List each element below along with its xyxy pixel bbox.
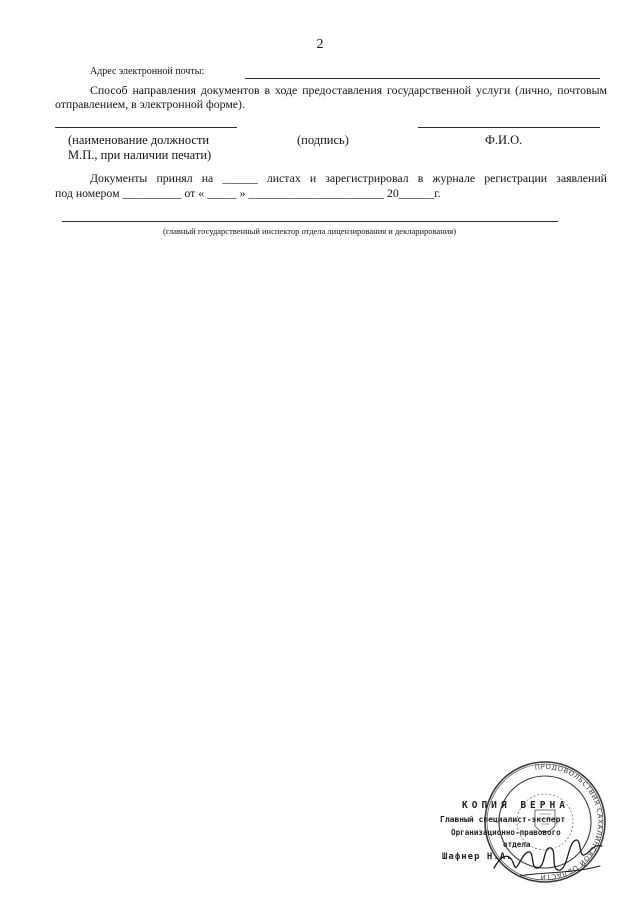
position-signature-line: [55, 127, 237, 128]
registration-paragraph: [55, 171, 607, 201]
email-label: Адрес электронной почты:: [90, 66, 205, 77]
name-signature-line: [418, 127, 600, 128]
copy-stamp-name: Шафнер Н.А.: [442, 852, 513, 862]
delivery-method-line-2: отправлением, в электронной форме).: [55, 97, 245, 111]
delivery-method-line-1: Способ направления документов в ходе предоставления государственной услуги (лично, почтовым: [90, 83, 607, 97]
seal-note-label: М.П., при наличии печати): [68, 148, 212, 162]
seal-ring-textpath: ПРОДОВОЛЬСТВИЯ САХАЛИНСКОЙ ОБЛАСТИ: [534, 762, 605, 882]
registration-line-2: под номером __________ от « _____ » _______________________ 20______г.: [55, 186, 441, 200]
signature-stroke-underline: [520, 866, 600, 876]
copy-stamp-title: КОПИЯ ВЕРНА: [462, 800, 569, 811]
copy-stamp-position: Главный специалист-эксперт: [440, 815, 566, 824]
page-number: 2: [316, 37, 324, 52]
email-fill-line: [245, 78, 600, 79]
copy-stamp-department: Организационно-правового: [451, 828, 561, 837]
delivery-method-paragraph: [55, 83, 607, 111]
copy-stamp-department-suffix: отдела: [503, 840, 531, 849]
position-label: (наименование должности: [68, 133, 210, 147]
signature-stroke-main: [494, 840, 602, 870]
full-name-label: Ф.И.О.: [485, 133, 523, 147]
signature-label: (подпись): [297, 133, 349, 147]
inspector-caption: (главный государственный инспектор отдела лицензирования и декларирования): [163, 226, 457, 236]
registration-line-1: Документы принял на ______ листах и зарегистрировал в журнале регистрации заявлений: [90, 171, 607, 185]
inspector-signature-line: [62, 221, 558, 222]
handwritten-signature: [490, 832, 610, 882]
